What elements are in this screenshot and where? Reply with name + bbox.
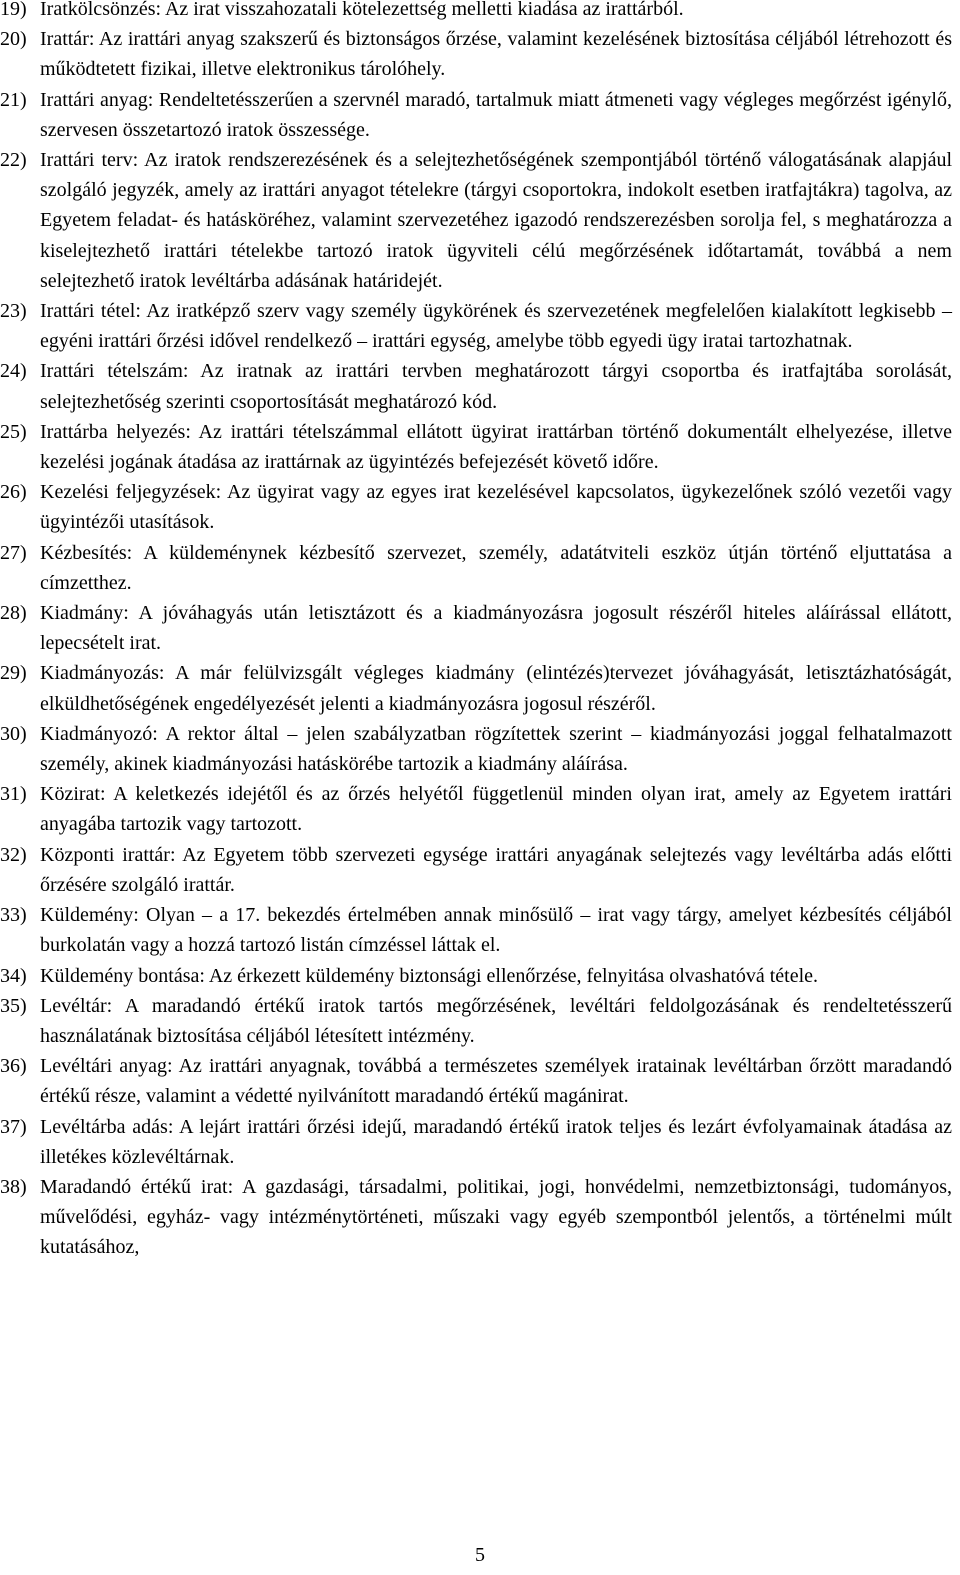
- item-number: 20): [0, 28, 27, 51]
- item-text: Kézbesítés: A küldeménynek kézbesítő szervezet, személy, adatátviteli eszköz útján történő eljuttatása a címzetthez.: [40, 541, 952, 594]
- definition-item: [0, 779, 952, 839]
- item-number: 26): [0, 481, 27, 504]
- definition-item: [0, 840, 952, 900]
- item-text: Iratkölcsönzés: Az irat visszahozatali kötelezettség melletti kiadása az irattárból.: [40, 0, 684, 20]
- page-number: 5: [475, 1544, 485, 1566]
- definition-item: [0, 961, 952, 991]
- item-text: Irattári tételszám: Az iratnak az irattári tervben meghatározott tárgyi csoportba és iratfajtába sorolását, selejtezhetőség szerinti csoportosítását meghatározó kód.: [40, 360, 952, 413]
- definition-item: [0, 1112, 952, 1172]
- definition-item: [0, 296, 952, 356]
- item-number: 24): [0, 360, 27, 383]
- definition-item: [0, 477, 952, 537]
- item-number: 34): [0, 964, 27, 987]
- item-text: Levéltári anyag: Az irattári anyagnak, továbbá a természetes személyek iratainak levéltárban őrzött maradandó értékű része, valamint a védetté nyilvánított maradandó értékű magánirat.: [40, 1055, 952, 1108]
- item-number: 38): [0, 1175, 27, 1198]
- item-text: Közirat: A keletkezés idejétől és az őrzés helyétől függetlenül minden olyan irat, amely az Egyetem irattári anyagába tartozik vagy tartozott.: [40, 783, 952, 836]
- definition-item: [0, 598, 952, 658]
- item-number: 32): [0, 843, 27, 866]
- item-text: Irattári tétel: Az iratképző szerv vagy személy ügykörének és szervezetének megfelelően kialakított legkisebb – egyéni irattári őrzési idővel rendelkező – irattári egység, amelybe több egyedi ügy iratai tartozhatnak.: [40, 300, 952, 353]
- item-number: 36): [0, 1055, 27, 1078]
- item-text: Irattári terv: Az iratok rendszerezésének és a selejtezhetőségének szempontjából történő válogatásának alapjául szolgáló jegyzék, amely az irattári anyagot tételekre (tárgyi csoportokra, indokolt esetben iratfajtákra) tagolva, az Egyetem feladat- és hatásköréhez, valamint szervezetéhez igazodó rendszerezésben sorolja fel, s meghatározza a kiselejtezhető irattári tételekbe tartozó iratok ügyviteli célú megőrzésének időtartamát, továbbá a nem selejtezhető iratok levéltárba adásának határidejét.: [40, 149, 952, 292]
- item-text: Levéltárba adás: A lejárt irattári őrzési idejű, maradandó értékű iratok teljes és lezárt évfolyamainak átadása az illetékes közlevéltárnak.: [40, 1115, 952, 1168]
- item-number: 37): [0, 1115, 27, 1138]
- definition-item: [0, 356, 952, 416]
- item-text: Küldemény: Olyan – a 17. bekezdés értelmében annak minősülő – irat vagy tárgy, amelyet kézbesítés céljából burkolatán vagy a hozzá tartozó listán címzéssel láttak el.: [40, 904, 952, 957]
- item-text: Kiadmányozó: A rektor által – jelen szabályzatban rögzítettek szerint – kiadmányozási joggal felhatalmazott személy, akinek kiadmányozási hatáskörébe tartozik a kiadmány aláírása.: [40, 722, 952, 776]
- item-text: Kiadmány: A jóváhagyás után letisztázott és a kiadmányozásra jogosult részéről hiteles aláírással ellátott, lepecsételt irat.: [40, 602, 952, 655]
- item-number: 30): [0, 722, 27, 745]
- definition-item: [0, 900, 952, 960]
- item-text: Központi irattár: Az Egyetem több szervezeti egysége irattári anyagának selejtezés vagy levéltárba adás előtti őrzésére szolgáló irattár.: [40, 843, 952, 896]
- item-text: Kezelési feljegyzések: Az ügyirat vagy az egyes irat kezelésével kapcsolatos, ügykezelőnek szóló vezetői vagy ügyintézői utasítások.: [40, 481, 952, 534]
- item-text: Levéltár: A maradandó értékű iratok tartós megőrzésének, levéltári feldolgozásának és rendeltetésszerű használatának biztosítása céljából létesített intézmény.: [40, 994, 952, 1047]
- item-number: 28): [0, 602, 27, 625]
- item-number: 22): [0, 149, 27, 172]
- definition-item: [0, 145, 952, 296]
- item-number: 23): [0, 300, 27, 323]
- definition-item: [0, 991, 952, 1051]
- item-text: Maradandó értékű irat: A gazdasági, társadalmi, politikai, jogi, honvédelmi, nemzetbiztonsági, tudományos, művelődési, egyház- vagy intézménytörténeti, műszaki vagy egyéb szempontból jelentős, a történelmi múlt kutatásához,: [40, 1175, 952, 1259]
- item-number: 29): [0, 662, 27, 685]
- item-number: 25): [0, 420, 27, 443]
- definition-item: [0, 1051, 952, 1111]
- definition-item: [0, 1172, 952, 1263]
- item-number: 35): [0, 994, 27, 1017]
- item-number: 33): [0, 904, 27, 927]
- item-text: Irattár: Az irattári anyag szakszerű és biztonságos őrzése, valamint kezelésének biztosítása céljából létrehozott és működtetett fizikai, illetve elektronikus tárolóhely.: [40, 28, 952, 81]
- definition-item: [0, 85, 952, 145]
- item-text: Irattárba helyezés: Az irattári tételszámmal ellátott ügyirat irattárban történő dokumentált elhelyezése, illetve kezelési jogának átadása az irattárnak az ügyintézés befejezését követő időre.: [40, 420, 952, 474]
- definition-item: [0, 24, 952, 84]
- definition-item: [0, 538, 952, 598]
- item-number: 31): [0, 783, 27, 806]
- definition-item: [0, 719, 952, 779]
- definition-item: [0, 417, 952, 477]
- definition-item: [0, 658, 952, 718]
- item-number: 27): [0, 541, 27, 564]
- item-number: 19): [0, 0, 27, 20]
- definition-item: [0, 0, 952, 24]
- item-text: Küldemény bontása: Az érkezett küldemény biztonsági ellenőrzése, felnyitása olvashatóvá tétele.: [40, 964, 819, 987]
- item-number: 21): [0, 88, 27, 111]
- item-text: Irattári anyag: Rendeltetésszerűen a szervnél maradó, tartalmuk miatt átmeneti vagy végleges megőrzést igénylő, szervesen összetartozó iratok összessége.: [40, 88, 952, 141]
- item-text: Kiadmányozás: A már felülvizsgált végleges kiadmány (elintézés)tervezet jóváhagyását, letisztázhatóságát, elküldhetőségének engedélyezését jelenti a kiadmányozásra jogosul részéről.: [40, 662, 952, 715]
